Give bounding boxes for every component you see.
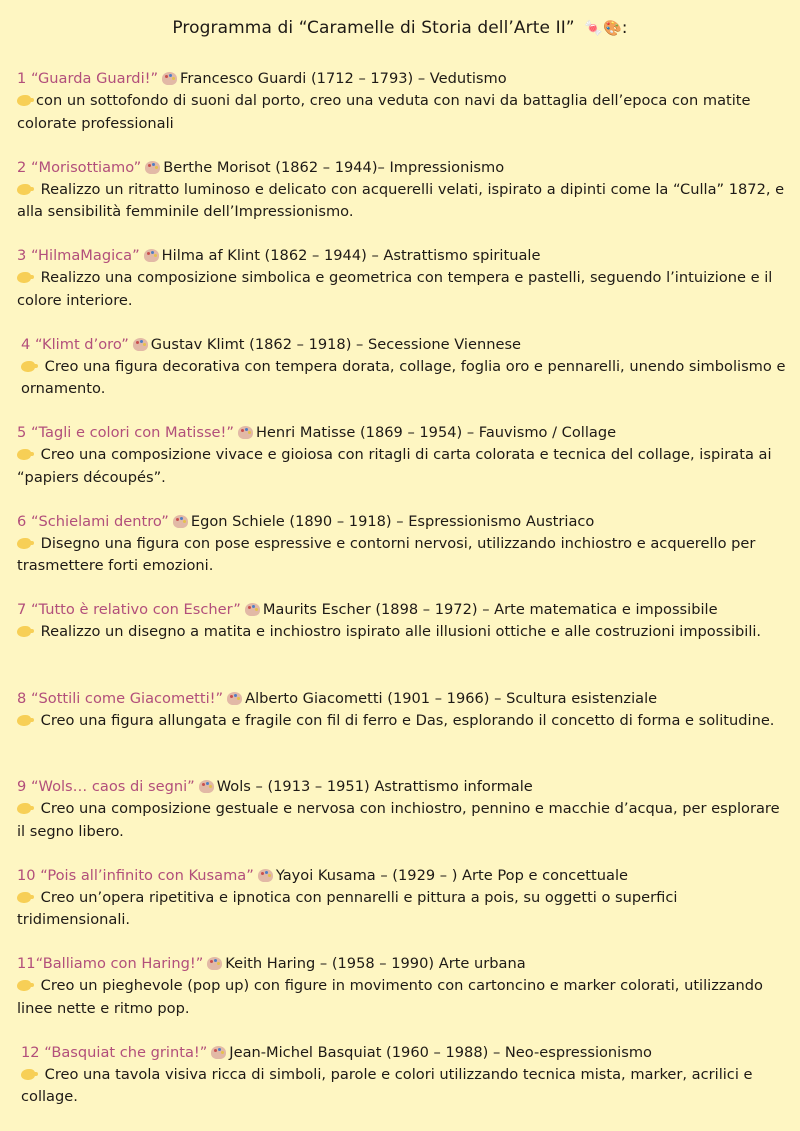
entry-number: 12 xyxy=(21,1043,40,1061)
palette-icon xyxy=(227,692,242,705)
entry-description-block xyxy=(21,1064,787,1109)
entry-artist-details: Yayoi Kusama – (1929 – ) Arte Pop e concettuale xyxy=(275,866,628,884)
pointing-hand-icon xyxy=(17,184,31,195)
entry-description: con un sottofondo di suoni dal porto, creo una veduta con navi da battaglia dell’epoca con matite colorate professionali xyxy=(17,92,751,132)
entry-description: Realizzo una composizione simbolica e geometrica con tempera e pastelli, seguendo l’intuizione e il colore interiore. xyxy=(17,269,773,309)
palette-icon xyxy=(211,1046,226,1059)
entry-description-block xyxy=(17,179,787,224)
entry-title: “Balliamo con Haring!” xyxy=(35,955,204,972)
program-entry xyxy=(17,776,787,865)
program-entry xyxy=(17,688,787,777)
palette-icon xyxy=(258,869,273,882)
entry-description-block xyxy=(17,887,787,932)
entry-title: “Tutto è relativo con Escher” xyxy=(30,601,241,618)
entry-heading xyxy=(17,688,787,710)
program-entry xyxy=(17,68,787,157)
palette-icon xyxy=(199,780,214,793)
entry-description-block xyxy=(21,356,787,401)
program-entry xyxy=(17,157,787,246)
program-entry xyxy=(17,245,787,334)
program-entry xyxy=(17,865,787,954)
entry-artist-details: Wols – (1913 – 1951) Astrattismo informale xyxy=(216,778,533,795)
entry-description: Realizzo un ritratto luminoso e delicato con acquerelli velati, ispirato a dipinti come la “Culla” 1872, e alla sensibilità femminile dell’Impressionismo. xyxy=(17,180,785,221)
program-entry xyxy=(17,422,787,511)
entry-heading xyxy=(17,865,787,887)
entry-title: “Morisottiamo” xyxy=(30,158,142,176)
entry-number: 11 xyxy=(17,955,36,972)
palette-icon xyxy=(173,515,188,528)
entry-description-block xyxy=(17,621,787,643)
entry-title: “Klimt d’oro” xyxy=(34,335,129,353)
entry-description: Creo una figura allungata e fragile con fil di ferro e Das, esplorando il concetto di forma e solitudine. xyxy=(36,711,775,729)
program-entry xyxy=(17,953,787,1042)
entry-description: Creo una figura decorativa con tempera dorata, collage, foglia oro e pennarelli, unendo simbolismo e ornamento. xyxy=(21,357,786,398)
entry-description-block xyxy=(17,710,787,732)
entry-artist-details: Henri Matisse (1869 – 1954) – Fauvismo / Collage xyxy=(255,424,617,441)
entry-title: “Wols… caos di segni” xyxy=(30,778,195,795)
entry-artist-details: Gustav Klimt (1862 – 1918) – Secessione Viennese xyxy=(150,335,522,353)
entry-title: “Basquiat che grinta!” xyxy=(44,1043,208,1061)
entry-artist-details: Jean-Michel Basquiat (1960 – 1988) – Neo-espressionismo xyxy=(229,1043,652,1061)
entry-number: 4 xyxy=(21,335,31,353)
entry-artist-details: Alberto Giacometti (1901 – 1966) – Scultura esistenziale xyxy=(245,689,658,707)
program-entry xyxy=(17,599,787,688)
pointing-hand-icon xyxy=(17,892,31,903)
palette-icon xyxy=(207,957,222,970)
entry-description: Disegno una figura con pose espressive e contorni nervosi, utilizzando inchiostro e acquerello per trasmettere forti emozioni. xyxy=(17,534,756,575)
entry-heading xyxy=(17,68,787,90)
entry-artist-details: Francesco Guardi (1712 – 1793) – Vedutismo xyxy=(180,70,507,87)
palette-icon xyxy=(133,338,148,351)
pointing-hand-icon xyxy=(17,626,31,637)
entry-title: “Schielami dentro” xyxy=(30,512,169,530)
entry-number: 9 xyxy=(17,778,27,795)
entry-heading xyxy=(21,334,787,356)
page-title xyxy=(0,18,800,38)
entry-description-block xyxy=(17,798,787,843)
entry-description-block xyxy=(17,975,787,1020)
entry-description-block xyxy=(17,267,787,312)
entry-description-block xyxy=(17,444,787,489)
pointing-hand-icon xyxy=(21,361,35,372)
entry-title: “Tagli e colori con Matisse!” xyxy=(30,424,234,441)
entry-description: Creo una composizione gestuale e nervosa con inchiostro, pennino e macchie d’acqua, per esplorare il segno libero. xyxy=(17,800,780,840)
entry-heading xyxy=(21,1042,787,1064)
program-entry xyxy=(17,334,787,423)
pointing-hand-icon xyxy=(17,538,31,549)
entry-description: Creo una composizione vivace e gioiosa con ritagli di carta colorata e tecnica del collage, ispirata ai “papiers découpés”. xyxy=(17,446,772,486)
entry-artist-details: Egon Schiele (1890 – 1918) – Espressionismo Austriaco xyxy=(190,512,595,530)
program-entry xyxy=(17,1042,787,1131)
entry-number: 7 xyxy=(17,601,27,618)
pointing-hand-icon xyxy=(17,980,31,991)
palette-icon xyxy=(238,426,253,439)
candy-icon: 🍬 xyxy=(584,19,604,37)
entry-title: “Sottili come Giacometti!” xyxy=(30,689,224,707)
title-text: Programma di “Caramelle di Storia dell’Arte II” xyxy=(172,18,575,38)
entry-title: “HilmaMagica” xyxy=(30,247,140,264)
program-entry xyxy=(17,511,787,600)
title-icons xyxy=(584,19,622,37)
palette-icon xyxy=(162,72,177,85)
entry-description: Creo una tavola visiva ricca di simboli, parole e colori utilizzando tecnica mista, marker, acrilici e collage. xyxy=(21,1065,753,1106)
entry-description: Realizzo un disegno a matita e inchiostro ispirato alle illusioni ottiche e alle costruzioni impossibili. xyxy=(36,623,762,641)
program-list xyxy=(17,68,787,1130)
entry-heading xyxy=(17,422,787,444)
title-suffix: : xyxy=(621,18,628,38)
entry-number: 1 xyxy=(17,70,27,87)
entry-number: 5 xyxy=(17,424,27,441)
pointing-hand-icon xyxy=(17,449,31,460)
entry-description: Creo un pieghevole (pop up) con figure in movimento con cartoncino e marker colorati, utilizzando linee nette e ritmo pop. xyxy=(17,977,763,1017)
pointing-hand-icon xyxy=(17,272,31,283)
entry-description: Creo un’opera ripetitiva e ipnotica con pennarelli e pittura a pois, su oggetti o superfici tridimensionali. xyxy=(17,888,678,929)
entry-heading xyxy=(17,245,787,267)
palette-icon xyxy=(144,249,159,262)
entry-artist-details: Berthe Morisot (1862 – 1944)– Impressionismo xyxy=(163,158,505,176)
entry-title: “Guarda Guardi!” xyxy=(30,70,159,87)
entry-artist-details: Maurits Escher (1898 – 1972) – Arte matematica e impossibile xyxy=(262,601,718,618)
entry-number: 8 xyxy=(17,689,27,707)
pointing-hand-icon xyxy=(17,715,31,726)
entry-title: “Pois all’infinito con Kusama” xyxy=(40,866,254,884)
entry-description-block xyxy=(17,533,787,578)
entry-number: 6 xyxy=(17,512,27,530)
entry-artist-details: Keith Haring – (1958 – 1990) Arte urbana xyxy=(225,955,526,972)
palette-icon xyxy=(145,161,160,174)
entry-heading xyxy=(17,157,787,179)
entry-artist-details: Hilma af Klint (1862 – 1944) – Astrattismo spirituale xyxy=(161,247,541,264)
pointing-hand-icon xyxy=(21,1069,35,1080)
pointing-hand-icon xyxy=(17,95,31,106)
entry-number: 10 xyxy=(17,866,36,884)
entry-heading xyxy=(17,599,787,621)
entry-heading xyxy=(17,953,787,975)
entry-description-block xyxy=(17,90,787,135)
palette-icon xyxy=(245,603,260,616)
entry-number: 2 xyxy=(17,158,27,176)
entry-number: 3 xyxy=(17,247,27,264)
entry-heading xyxy=(17,776,787,798)
entry-heading xyxy=(17,511,787,533)
pointing-hand-icon xyxy=(17,803,31,814)
palette-icon: 🎨 xyxy=(603,19,622,37)
